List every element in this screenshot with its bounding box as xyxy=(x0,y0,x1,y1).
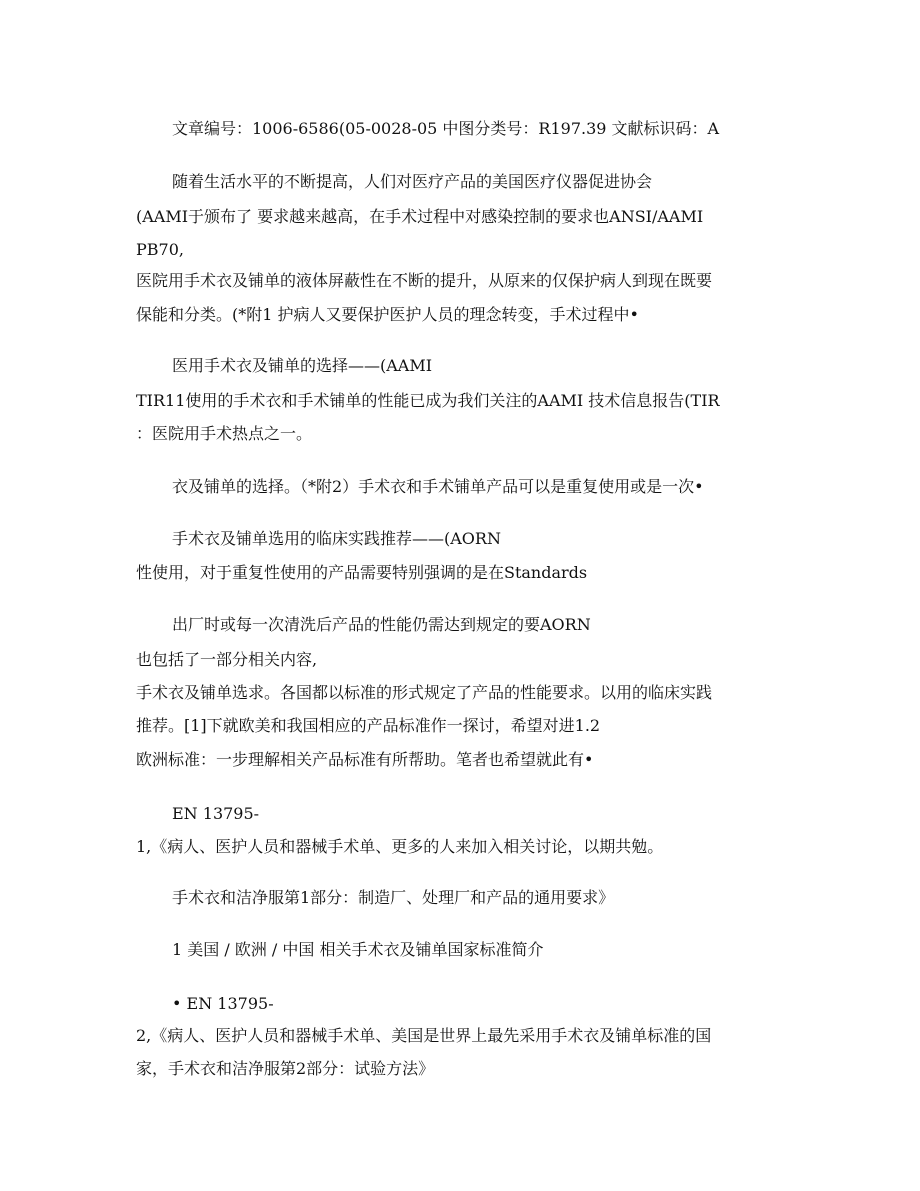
text-line: 2,《病人、医护人员和器械手术单、美国是世界上最先采用手术衣及铺单标准的国 xyxy=(136,1026,712,1045)
text-line: 欧洲标准：一步理解相关产品标准有所帮助。笔者也希望就此有• xyxy=(136,750,594,769)
text-line: (AAMI于颁布了 要求越来越高，在手术过程中对感染控制的要求也ANSI/AAMI xyxy=(136,207,704,226)
text-line: 保能和分类。(*附1 护病人又要保护医护人员的理念转变，手术过程中• xyxy=(136,305,639,324)
text-line: PB70, xyxy=(136,240,184,259)
text-line: 随着生活水平的不断提高，人们对医疗产品的美国医疗仪器促进协会 xyxy=(172,172,653,191)
text-line: ：医院用手术热点之一。 xyxy=(136,424,313,443)
text-line: 1,《病人、医护人员和器械手术单、更多的人来加入相关讨论，以期共勉。 xyxy=(136,837,664,856)
text-line: 出厂时或每一次清洗后产品的性能仍需达到规定的要AORN xyxy=(172,615,591,634)
text-line: 也包括了一部分相关内容, xyxy=(136,650,318,669)
section-heading: 1 美国 / 欧洲 / 中国 相关手术衣及铺单国家标准简介 xyxy=(172,940,544,959)
text-line: 手术衣及铺单选用的临床实践推荐——(AORN xyxy=(172,529,501,548)
text-line: 推荐。[1]下就欧美和我国相应的产品标准作一探讨，希望对进1.2 xyxy=(136,716,601,735)
text-line: 手术衣及铺单选求。各国都以标准的形式规定了产品的性能要求。以用的临床实践 xyxy=(136,683,713,702)
text-line: TIR11使用的手术衣和手术铺单的性能已成为我们关注的AAMI 技术信息报告(TIR xyxy=(136,391,720,410)
text-line: 家，手术衣和洁净服第2部分：试验方法》 xyxy=(136,1059,435,1078)
text-line: EN 13795- xyxy=(172,804,260,823)
text-line: 医院用手术衣及铺单的液体屏蔽性在不断的提升，从原来的仅保护病人到现在既要 xyxy=(136,271,713,290)
text-line: 衣及铺单的选择。（*附2）手术衣和手术铺单产品可以是重复使用或是一次• xyxy=(172,477,704,496)
text-line: 性使用，对于重复性使用的产品需要特别强调的是在Standards xyxy=(136,563,588,582)
text-line: 医用手术衣及铺单的选择——(AAMI xyxy=(172,356,433,375)
text-line: • EN 13795- xyxy=(172,994,274,1013)
text-line: 手术衣和洁净服第1部分：制造厂、处理厂和产品的通用要求》 xyxy=(172,888,615,907)
article-metadata-line: 文章编号：1006-6586(05-0028-05 中图分类号：R197.39 文献标识码：A xyxy=(172,119,720,138)
